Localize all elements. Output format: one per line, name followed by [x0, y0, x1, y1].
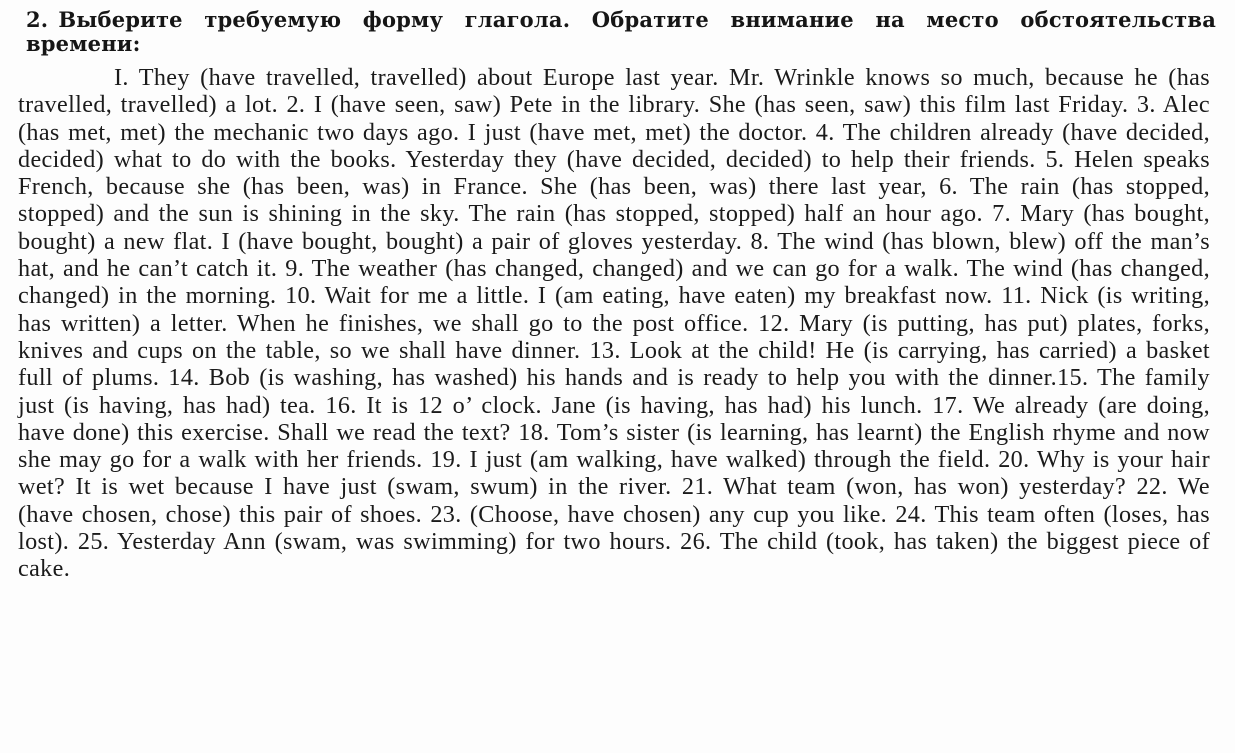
exercise-number: 2. [26, 7, 49, 32]
exercise-instruction: Выберите требуемую форму глагола. Обратите внимание на место обстоятельства времени: [26, 7, 1216, 56]
exercise-text: I. They (have travelled, travelled) about Europe last year. Mr. Wrinkle knows so much, because he (has travelled, travelled) a lot. 2. I (have seen, saw) Pete in the library. She (has seen, saw) this film last Friday. 3. Alec (has met, met) the mechanic two days ago. I just (have met, met) the doctor. 4. The children already (have decided, decided) what to do with the books. Yesterday they (have decided, decided) to help their friends. 5. Helen speaks French, because she (has been, was) in France. She (has been, was) there last year, 6. The rain (has stopped, stopped) and the sun is shining in the sky. The rain (has stopped, stopped) half an hour ago. 7. Mary (has bought, bought) a new flat. I (have bought, bought) a pair of gloves yesterday. 8. The wind (has blown, blew) off the man’s hat, and he can’t catch it. 9. The weather (has changed, changed) and we can go for a walk. The wind (has changed, changed) in the morning. 10. Wait for me a little. I (am eating, have eaten) my breakfast now. 11. Nick (is writing, has written) a letter. When he finishes, we shall go to the post office. 12. Mary (is putting, has put) plates, forks, knives and cups on the table, so we shall have dinner. 13. Look at the child! He (is carrying, has carried) a basket full of plums. 14. Bob (is washing, has washed) his hands and is ready to help you with the dinner.15. The family just (is having, has had) tea. 16. It is 12 o’ clock. Jane (is having, has had) his lunch. 17. We already (are doing, have done) this exercise. Shall we read the text? 18. Tom’s sister (is learning, has learnt) the English rhyme and now she may go for a walk with her friends. 19. I just (am walking, have walked) through the field. 20. Why is your hair wet? It is wet because I have just (swam, swum) in the river. 21. What team (won, has won) yesterday? 22. We (have chosen, chose) this pair of shoes. 23. (Choose, have chosen) any cup you like. 24. This team often (loses, has lost). 25. Yesterday Ann (swam, was swimming) for two hours. 26. The child (took, has taken) the biggest piece of cake. [18, 64, 1210, 583]
exercise-heading [26, 8, 1216, 56]
